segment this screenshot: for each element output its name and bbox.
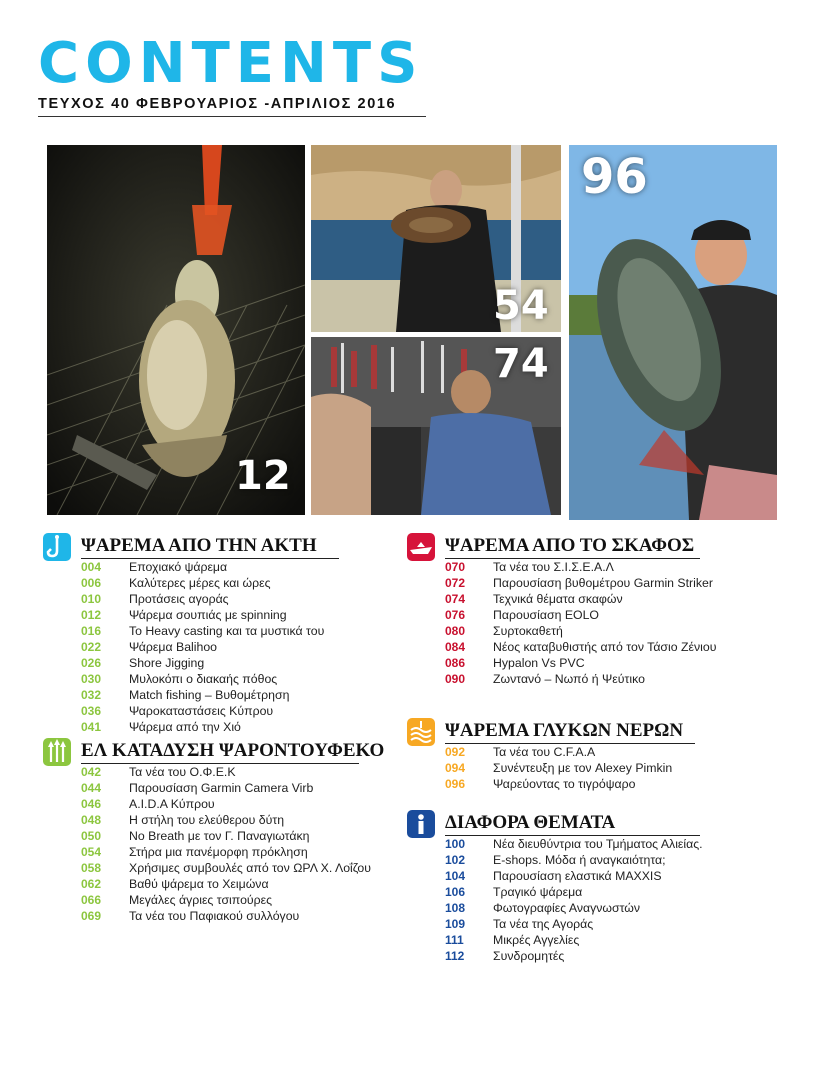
freshwater-reeds-icon xyxy=(407,718,435,746)
toc-entry-title: Τεχνικά θέματα σκαφών xyxy=(493,592,623,606)
toc-entry-title: Μυλοκόπι ο διακαής πόθος xyxy=(129,672,278,686)
toc-entry-title: Hypalon Vs PVC xyxy=(493,656,585,670)
toc-entry-title: Τα νέα του Σ.Ι.Σ.Ε.Α.Λ xyxy=(493,560,614,574)
toc-entry xyxy=(445,868,703,884)
boat-icon xyxy=(407,533,435,561)
toc-list xyxy=(81,559,324,735)
toc-entry xyxy=(81,591,324,607)
toc-entry xyxy=(445,916,703,932)
toc-entry-title: Παρουσίαση βυθομέτρου Garmin Striker xyxy=(493,576,713,590)
toc-page-number: 111 xyxy=(445,933,464,947)
toc-entry xyxy=(445,760,672,776)
photo-diver xyxy=(311,145,561,332)
toc-page-number: 046 xyxy=(81,797,102,811)
toc-entry-title: Συνέντευξη με τον Alexey Pimkin xyxy=(493,761,673,775)
section-title: ΨΑΡΕΜΑ ΑΠΟ ΤΗΝ ΑΚΤΗ xyxy=(81,535,317,556)
photo-page-number: 74 xyxy=(493,341,549,387)
toc-entry xyxy=(81,623,324,639)
photo-squid xyxy=(47,145,305,515)
toc-entry-title: A.I.D.A Κύπρου xyxy=(129,797,215,811)
toc-page-number: 041 xyxy=(81,720,102,734)
toc-page-number: 006 xyxy=(81,576,102,590)
toc-entry-title: Τα νέα του Παφιακού συλλόγου xyxy=(129,909,300,923)
toc-entry-title: Συρτοκαθετή xyxy=(493,624,563,638)
toc-entry-title: Συνδρομητές xyxy=(493,949,565,963)
toc-page-number: 066 xyxy=(81,893,102,907)
toc-entry-title: E-shops. Μόδα ή αναγκαιότητα; xyxy=(493,853,666,867)
toc-entry-title: Τα νέα του C.F.A.A xyxy=(493,745,596,759)
toc-page-number: 094 xyxy=(445,761,466,775)
toc-page-number: 070 xyxy=(445,560,466,574)
toc-entry xyxy=(445,900,703,916)
toc-page-number: 074 xyxy=(445,592,466,606)
toc-page-number: 086 xyxy=(445,656,466,670)
toc-entry-title: Παρουσίαση EOLO xyxy=(493,608,599,622)
toc-entry xyxy=(81,559,324,575)
toc-page-number: 050 xyxy=(81,829,102,843)
toc-page-number: 004 xyxy=(81,560,102,574)
toc-entry-title: Ψάρεμα Balihoo xyxy=(129,640,218,654)
toc-entry-title: Καλύτερες μέρες και ώρες xyxy=(129,576,271,590)
toc-page-number: 104 xyxy=(445,869,466,883)
toc-page-number: 016 xyxy=(81,624,102,638)
toc-page-number: 112 xyxy=(445,949,465,963)
toc-entry-title: Μεγάλες άγριες τσιπούρες xyxy=(129,893,273,907)
toc-entry xyxy=(445,932,703,948)
toc-entry xyxy=(81,764,371,780)
toc-entry xyxy=(81,812,371,828)
section-title: ΕΛ ΚΑΤΑΔΥΣΗ ΨΑΡΟΝΤΟΥΦΕΚΟ xyxy=(81,740,385,761)
toc-entry-title: Νέος καταβυθιστής από τον Τάσιο Ζένιου xyxy=(493,640,717,654)
toc-entry-title: Στήρα μια πανέμορφη πρόκληση xyxy=(129,845,308,859)
info-icon xyxy=(407,810,435,838)
toc-entry xyxy=(445,836,703,852)
toc-page-number: 108 xyxy=(445,901,466,915)
toc-entry xyxy=(81,575,324,591)
toc-page-number: 109 xyxy=(445,917,466,931)
toc-entry-title: No Breath με τον Γ. Παναγιωτάκη xyxy=(129,829,310,843)
toc-entry-title: Η στήλη του ελεύθερου δύτη xyxy=(129,813,285,827)
photo-tilapia xyxy=(569,145,777,520)
toc-entry-title: Match fishing – Βυθομέτρηση xyxy=(129,688,290,702)
toc-page-number: 036 xyxy=(81,704,102,718)
toc-page-number: 022 xyxy=(81,640,102,654)
spearfishing-icon xyxy=(43,738,71,766)
toc-page-number: 044 xyxy=(81,781,102,795)
toc-entry-title: Παρουσίαση Garmin Camera Virb xyxy=(129,781,314,795)
toc-entry xyxy=(445,744,672,760)
toc-entry xyxy=(81,655,324,671)
toc-page-number: 084 xyxy=(445,640,466,654)
masthead-title: CONTENTS xyxy=(38,31,424,96)
toc-page-number: 076 xyxy=(445,608,466,622)
toc-entry-title: Εποχιακό ψάρεμα xyxy=(129,560,228,574)
toc-entry-title: Νέα διευθύντρια του Τμήματος Αλιείας. xyxy=(493,837,703,851)
toc-entry xyxy=(445,607,716,623)
toc-entry-title: Το Heavy casting και τα μυστικά του xyxy=(129,624,325,638)
toc-entry-title: Τραγικό ψάρεμα xyxy=(493,885,583,899)
toc-page-number: 048 xyxy=(81,813,102,827)
toc-page-number: 080 xyxy=(445,624,466,638)
toc-entry-title: Παρουσίαση ελαστικά MAXXIS xyxy=(493,869,662,883)
toc-page-number: 042 xyxy=(81,765,102,779)
toc-entry-title: Τα νέα του Ο.Φ.Ε.Κ xyxy=(129,765,236,779)
photo-page-number: 12 xyxy=(235,453,291,499)
toc-entry xyxy=(81,828,371,844)
toc-list xyxy=(445,559,716,687)
toc-page-number: 100 xyxy=(445,837,466,851)
toc-page-number: 062 xyxy=(81,877,102,891)
toc-entry xyxy=(81,876,371,892)
toc-page-number: 026 xyxy=(81,656,102,670)
toc-list xyxy=(81,764,371,924)
toc-entry xyxy=(81,719,324,735)
toc-list xyxy=(445,744,672,792)
toc-entry-title: Προτάσεις αγοράς xyxy=(129,592,229,606)
toc-list xyxy=(445,836,703,964)
toc-page-number: 102 xyxy=(445,853,466,867)
section-title: ΨΑΡΕΜΑ ΑΠΟ ΤΟ ΣΚΑΦΟΣ xyxy=(445,535,695,556)
toc-entry xyxy=(445,852,703,868)
toc-page-number: 069 xyxy=(81,909,102,923)
toc-page-number: 054 xyxy=(81,845,102,859)
toc-entry xyxy=(445,559,716,575)
toc-entry xyxy=(445,948,703,964)
toc-entry xyxy=(445,776,672,792)
toc-entry xyxy=(81,671,324,687)
toc-entry-title: Shore Jigging xyxy=(129,656,205,670)
toc-page-number: 096 xyxy=(445,777,466,791)
toc-entry xyxy=(81,908,371,924)
toc-entry xyxy=(445,591,716,607)
toc-entry-title: Βαθύ ψάρεμα το Χειμώνα xyxy=(129,877,269,891)
fishing-hook-icon xyxy=(43,533,71,561)
toc-entry xyxy=(445,639,716,655)
toc-page-number: 092 xyxy=(445,745,466,759)
toc-entry xyxy=(445,623,716,639)
photo-workshop xyxy=(311,337,561,515)
section-title: ΔΙΑΦΟΡΑ ΘΕΜΑΤΑ xyxy=(445,812,616,833)
toc-entry-title: Μικρές Αγγελίες xyxy=(493,933,580,947)
toc-page-number: 030 xyxy=(81,672,102,686)
toc-entry-title: Φωτογραφίες Αναγνωστών xyxy=(493,901,641,915)
toc-entry xyxy=(445,671,716,687)
section-title: ΨΑΡΕΜΑ ΓΛΥΚΩΝ ΝΕΡΩΝ xyxy=(445,720,684,741)
toc-entry xyxy=(445,884,703,900)
toc-page-number: 010 xyxy=(81,592,102,606)
toc-entry-title: Τα νέα της Αγοράς xyxy=(493,917,594,931)
toc-entry xyxy=(81,892,371,908)
toc-page-number: 106 xyxy=(445,885,466,899)
toc-entry xyxy=(81,639,324,655)
toc-page-number: 012 xyxy=(81,608,102,622)
toc-entry-title: Χρήσιμες συμβουλές από τον ΩΡΛ Χ. Λοΐζου xyxy=(129,861,371,875)
toc-entry xyxy=(445,575,716,591)
toc-entry-title: Ψαρεύοντας το τιγρόψαρο xyxy=(493,777,636,791)
photo-page-number: 96 xyxy=(581,149,648,205)
toc-page-number: 072 xyxy=(445,576,466,590)
toc-entry xyxy=(81,844,371,860)
toc-entry xyxy=(81,703,324,719)
toc-page-number: 032 xyxy=(81,688,102,702)
toc-entry xyxy=(81,796,371,812)
toc-entry-title: Ψάρεμα σουπιάς με spinning xyxy=(129,608,287,622)
toc-entry xyxy=(445,655,716,671)
toc-entry xyxy=(81,860,371,876)
toc-entry xyxy=(81,687,324,703)
photo-page-number: 54 xyxy=(493,283,549,329)
toc-entry-title: Ψαροκαταστάσεις Κύπρου xyxy=(129,704,274,718)
toc-page-number: 058 xyxy=(81,861,102,875)
issue-line: ΤΕΥΧΟΣ 40 ΦΕΒΡΟΥΑΡΙΟΣ -ΑΠΡΙΛΙΟΣ 2016 xyxy=(38,96,426,117)
toc-page-number: 090 xyxy=(445,672,466,686)
toc-entry xyxy=(81,607,324,623)
toc-entry xyxy=(81,780,371,796)
toc-entry-title: Ζωντανό – Νωπό ή Ψεύτικο xyxy=(493,672,645,686)
toc-entry-title: Ψάρεμα από την Χιό xyxy=(129,720,241,734)
